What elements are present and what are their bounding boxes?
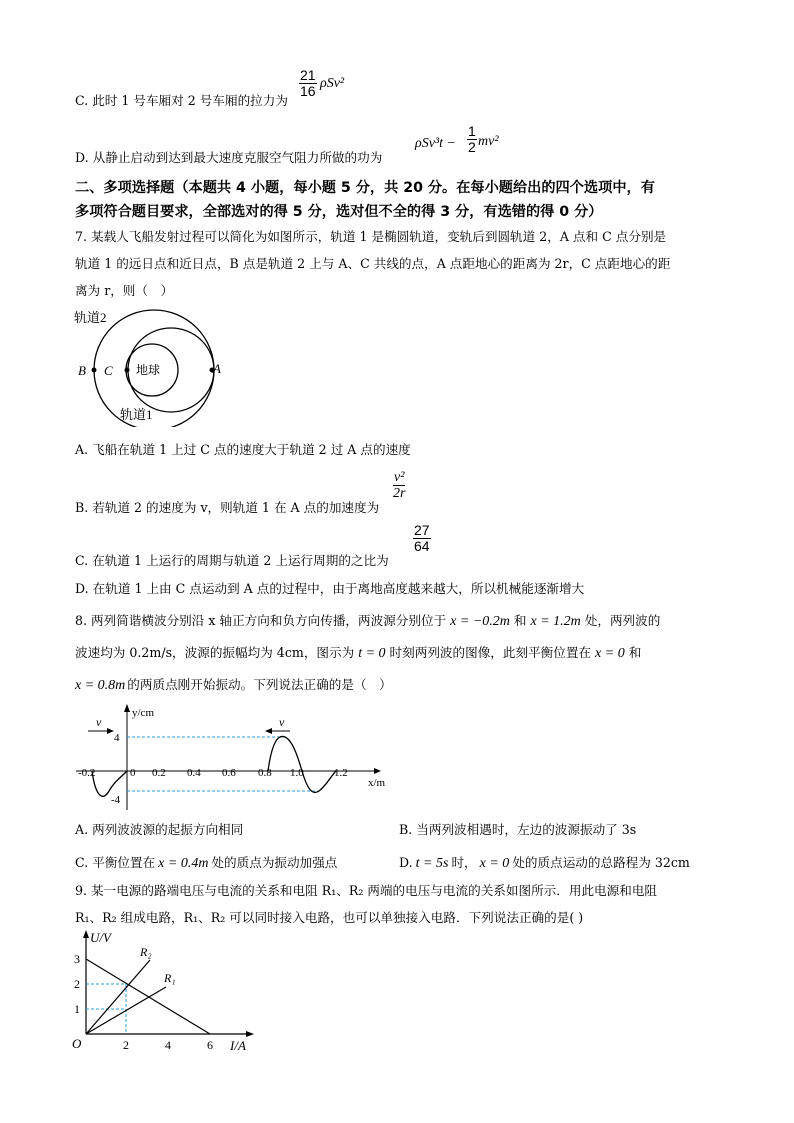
q9-ui-graph xyxy=(70,928,260,1058)
q7-option-c-fraction: $\frac{27}{64}$ xyxy=(414,522,430,554)
left-wave-path xyxy=(92,771,127,796)
q9-stem-line2: R₁、R₂ 组成电路，R₁、R₂ 可以同时接入电路，也可以单独接入电路．下列说法正确的是( ) xyxy=(75,910,584,925)
q9-stem-line1: 9. 某一电源的路端电压与电流的关系和电阻 R₁、R₂ 两端的电压与电流的关系如图所示．用此电源和电阻 xyxy=(75,883,658,898)
x-tick: 1.0 xyxy=(290,767,304,779)
q8-option-b: B. 当两列波相遇时，左边的波源振动了 3s xyxy=(399,822,637,837)
point-b-dot xyxy=(92,368,97,373)
q8-option-c: C. 平衡位置在 x = 0.4m 处的质点为振动加强点 xyxy=(75,855,338,871)
right-velocity-label: v xyxy=(279,715,285,729)
x-tick: 0.6 xyxy=(222,767,236,779)
q7-stem-line1: 7. 某载人飞船发射过程可以简化为如图所示，轨道 1 是椭圆轨道，变轨后到圆轨道 2，A 点和 C 点分别是 xyxy=(75,229,667,244)
left-velocity-label: v xyxy=(96,715,102,729)
q7-option-b: B. 若轨道 2 的速度为 v，则轨道 1 在 A 点的加速度为 xyxy=(75,500,380,515)
q8-stem-line1: 8. 两列简谐横波分别沿 x 轴正方向和负方向传播，两波源分别位于 x = −0.2m 和 x = 1.2m 处，两列波的 xyxy=(75,613,661,629)
y-tick-4: 4 xyxy=(114,732,120,744)
q7-option-c: C. 在轨道 1 上运行的周期与轨道 2 上运行周期的之比为 xyxy=(75,553,389,568)
y-tick: 2 xyxy=(74,977,80,991)
section-header-line1: 二、多项选择题（本题共 4 小题，每小题 5 分，共 20 分。在每小题给出的四个选项中，有 xyxy=(75,180,655,196)
r2-line xyxy=(86,960,150,1034)
point-a-label: A xyxy=(213,361,221,376)
x-tick: 4 xyxy=(165,1038,171,1052)
q8-option-a: A. 两列波波源的起振方向相同 xyxy=(75,822,244,837)
q6-option-d-fraction: $\frac{1}{2}$ xyxy=(468,123,476,155)
r1-label: R₁ xyxy=(164,971,176,985)
x-tick: 0.8 xyxy=(258,767,272,779)
q7-option-a: A. 飞船在轨道 1 上过 C 点的速度大于轨道 2 过 A 点的速度 xyxy=(75,442,411,457)
x-axis-label: I/A xyxy=(230,1038,246,1053)
x-tick: 0.4 xyxy=(187,767,201,779)
x-tick: -0.2 xyxy=(78,767,96,779)
q8-wave-figure xyxy=(74,700,394,815)
origin-label: O xyxy=(72,1036,82,1051)
x-tick: 6 xyxy=(207,1038,213,1052)
q8-option-d: D. t = 5s 时， x = 0 处的质点运动的总路程为 32cm xyxy=(399,855,690,871)
x-tick: 0.2 xyxy=(152,767,166,779)
y-tick: 3 xyxy=(74,952,80,966)
q6-option-d-expression-a: ρSv³t − xyxy=(415,136,456,151)
x-tick: 2 xyxy=(123,1038,129,1052)
point-c-label: C xyxy=(104,363,113,378)
y-axis-label: y/cm xyxy=(132,707,154,719)
y-tick: 1 xyxy=(74,1002,80,1016)
q6-option-c-expression: ρSv² xyxy=(320,76,345,91)
y-tick-neg4: -4 xyxy=(111,794,121,806)
right-wave-path xyxy=(268,736,336,792)
earth-label: 地球 xyxy=(136,363,161,377)
q8-stem-line3: x = 0.8m 的两质点刚开始振动。下列说法正确的是（ ） xyxy=(75,677,392,693)
section-header-line2: 多项符合题目要求，全部选对的得 5 分，选对但不全的得 3 分，有选错的得 0 分） xyxy=(75,204,603,220)
x-tick: 1.2 xyxy=(334,767,348,779)
r2-label: R₂ xyxy=(140,945,152,959)
q7-orbit-figure xyxy=(72,307,232,427)
q8-stem-line2: 波速均为 0.2m/s，波源的振幅均为 4cm，图示为 t = 0 时刻两列波的图像，此刻平衡位置在 x = 0 和 xyxy=(75,645,642,661)
q7-stem-line3: 离为 r，则（ ） xyxy=(75,283,174,298)
y-axis-label: U/V xyxy=(90,930,111,945)
q6-option-c: C. 此时 1 号车厢对 2 号车厢的拉力为 xyxy=(75,93,288,108)
q7-option-d: D. 在轨道 1 上由 C 点运动到 A 点的过程中，由于离地高度越来越大，所以机械能逐渐增大 xyxy=(75,581,585,596)
q7-stem-line2: 轨道 1 的远日点和近日点，B 点是轨道 2 上与 A、C 共线的点，A 点距地心的距离为 2r，C 点距地心的距 xyxy=(75,256,671,271)
x-axis-label: x/m xyxy=(368,777,386,789)
q6-option-d-expression-b: mv² xyxy=(478,134,499,149)
point-c-dot xyxy=(125,368,130,373)
orbit-2-label: 轨道2 xyxy=(74,310,107,325)
orbit-1-label: 轨道1 xyxy=(120,407,153,422)
q7-option-b-fraction: $\frac{\text{v²}}{2r}$ xyxy=(393,470,406,501)
point-b-label: B xyxy=(78,363,86,378)
q6-option-d: D. 从静止启动到达到最大速度克服空气阻力所做的功为 xyxy=(75,150,383,165)
x-tick: 0 xyxy=(130,767,136,779)
q6-option-c-fraction: $\frac{21}{16}$ xyxy=(300,67,316,99)
